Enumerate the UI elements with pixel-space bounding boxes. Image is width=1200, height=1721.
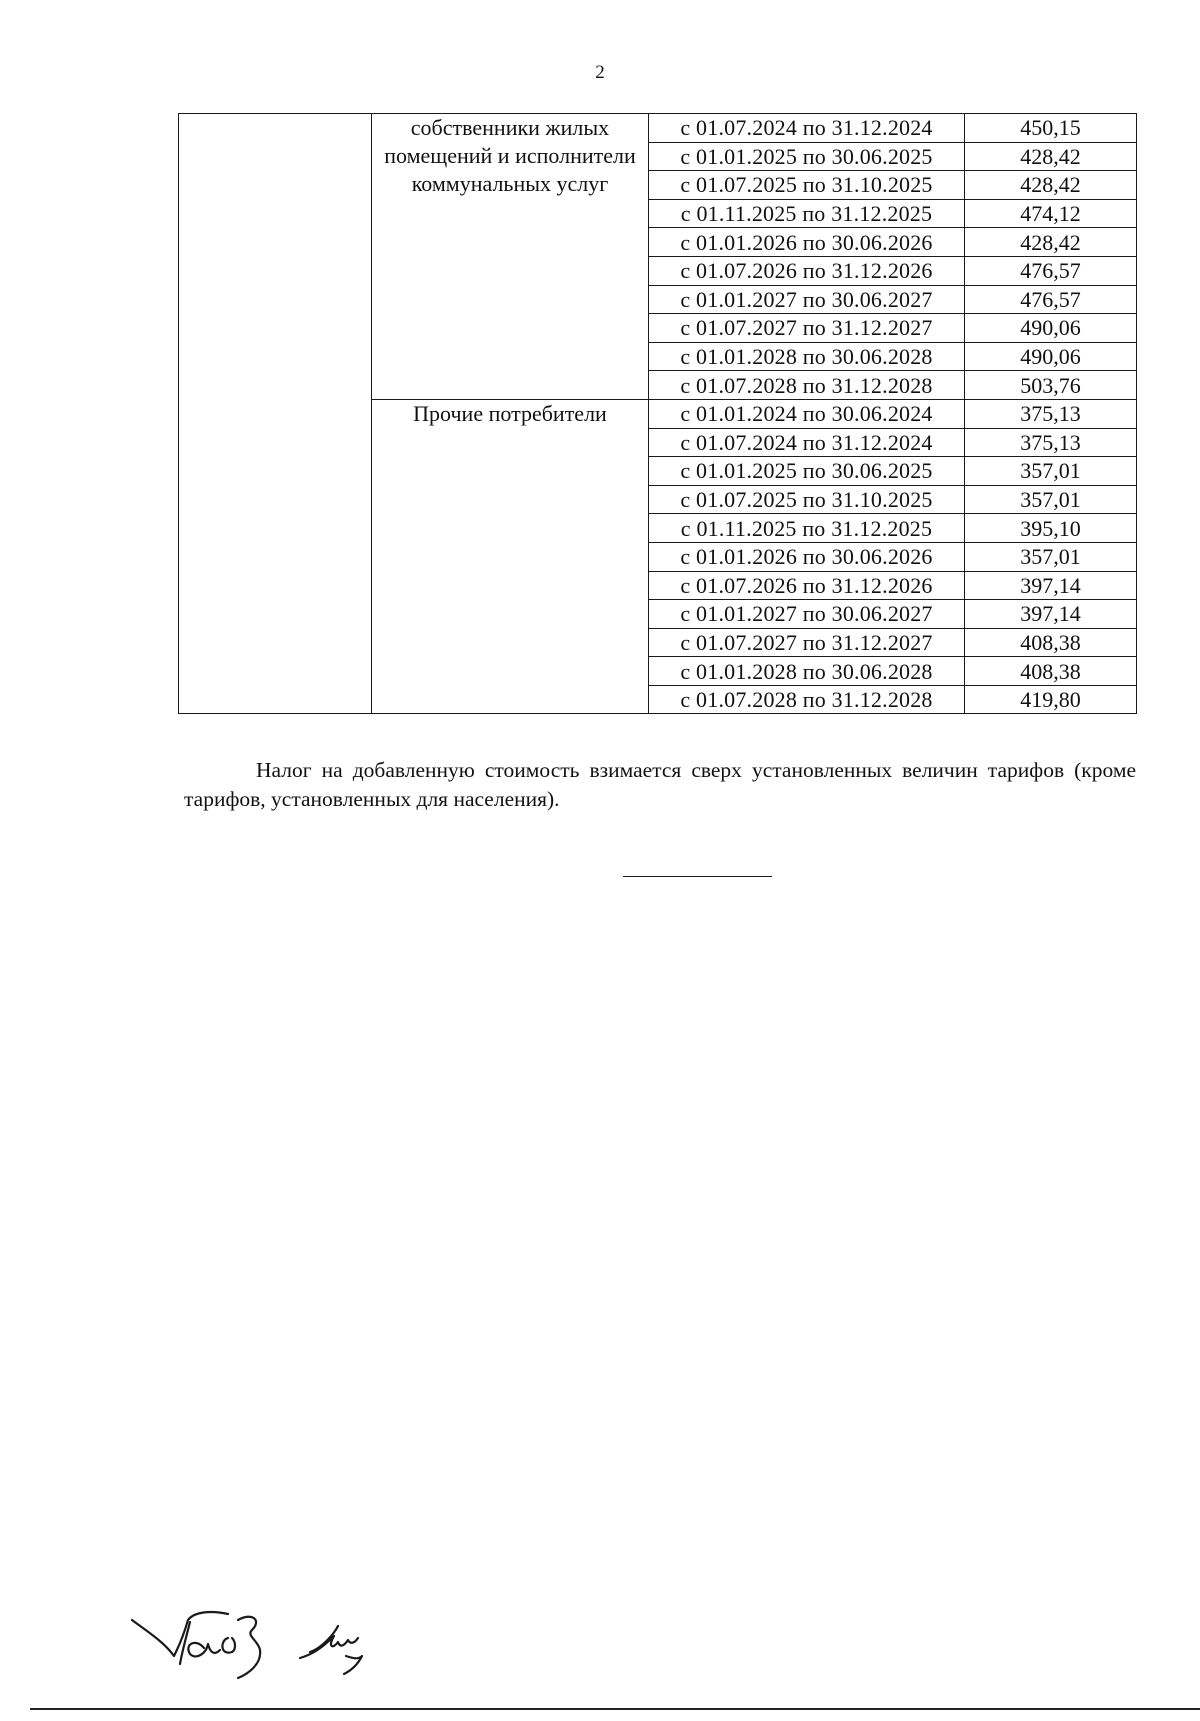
tariff-value: 357,01: [965, 542, 1137, 571]
tariff-period: с 01.07.2026 по 31.12.2026: [649, 571, 965, 600]
tariff-value: 375,13: [965, 399, 1137, 428]
tariff-period: с 01.07.2026 по 31.12.2026: [649, 256, 965, 285]
tariff-period: с 01.07.2025 по 31.10.2025: [649, 171, 965, 200]
closing-rule: [623, 876, 772, 877]
tariff-period: с 01.01.2028 по 30.06.2028: [649, 342, 965, 371]
tariff-period: с 01.07.2024 по 31.12.2024: [649, 428, 965, 457]
tariff-period: с 01.01.2027 по 30.06.2027: [649, 600, 965, 629]
table-row: [179, 114, 1137, 143]
tariff-period: с 01.07.2025 по 31.10.2025: [649, 485, 965, 514]
tariff-period: с 01.01.2027 по 30.06.2027: [649, 285, 965, 314]
tariff-value: 476,57: [965, 256, 1137, 285]
tariff-value: 476,57: [965, 285, 1137, 314]
tariff-value: 397,14: [965, 600, 1137, 629]
tariff-period: с 01.07.2024 по 31.12.2024: [649, 114, 965, 143]
tariff-value: 474,12: [965, 199, 1137, 228]
vat-note: Налог на добавленную стоимость взимается сверх установленных величин тарифов (кроме тарифов, установленных для населения).: [184, 757, 1136, 811]
consumer-category: Прочие потребители: [372, 399, 649, 714]
tariff-value: 450,15: [965, 114, 1137, 143]
tariff-value: 490,06: [965, 342, 1137, 371]
tariff-value: 408,38: [965, 628, 1137, 657]
tariff-value: 428,42: [965, 228, 1137, 257]
tariff-period: с 01.07.2028 по 31.12.2028: [649, 685, 965, 714]
tariff-value: 397,14: [965, 571, 1137, 600]
footer-rule: [30, 1708, 1200, 1710]
tariff-period: с 01.01.2024 по 30.06.2024: [649, 399, 965, 428]
tariff-value: 490,06: [965, 314, 1137, 343]
tariff-value: 395,10: [965, 514, 1137, 543]
tariff-period: с 01.01.2026 по 30.06.2026: [649, 228, 965, 257]
tariff-period: с 01.11.2025 по 31.12.2025: [649, 514, 965, 543]
tariff-table-body: [179, 114, 1137, 714]
tariff-value: 408,38: [965, 657, 1137, 686]
tariff-period: с 01.07.2027 по 31.12.2027: [649, 314, 965, 343]
tariff-value: 428,42: [965, 142, 1137, 171]
handwritten-signature: [124, 1598, 414, 1680]
tariff-period: с 01.01.2028 по 30.06.2028: [649, 657, 965, 686]
tariff-value: 419,80: [965, 685, 1137, 714]
consumer-category: собственники жилых помещений и исполнители коммунальных услуг: [372, 114, 649, 400]
tariff-period: с 01.01.2025 по 30.06.2025: [649, 142, 965, 171]
page-number: 2: [595, 62, 605, 83]
tariff-period: с 01.07.2027 по 31.12.2027: [649, 628, 965, 657]
tariff-period: с 01.01.2026 по 30.06.2026: [649, 542, 965, 571]
tariff-value: 428,42: [965, 171, 1137, 200]
tariff-value: 357,01: [965, 457, 1137, 486]
tariff-value: 375,13: [965, 428, 1137, 457]
tariff-period: с 01.07.2028 по 31.12.2028: [649, 371, 965, 400]
tariff-table: [178, 113, 1137, 714]
tariff-value: 357,01: [965, 485, 1137, 514]
tariff-value: 503,76: [965, 371, 1137, 400]
tariff-period: с 01.11.2025 по 31.12.2025: [649, 199, 965, 228]
tariff-period: с 01.01.2025 по 30.06.2025: [649, 457, 965, 486]
table-empty-cell: [179, 114, 372, 714]
